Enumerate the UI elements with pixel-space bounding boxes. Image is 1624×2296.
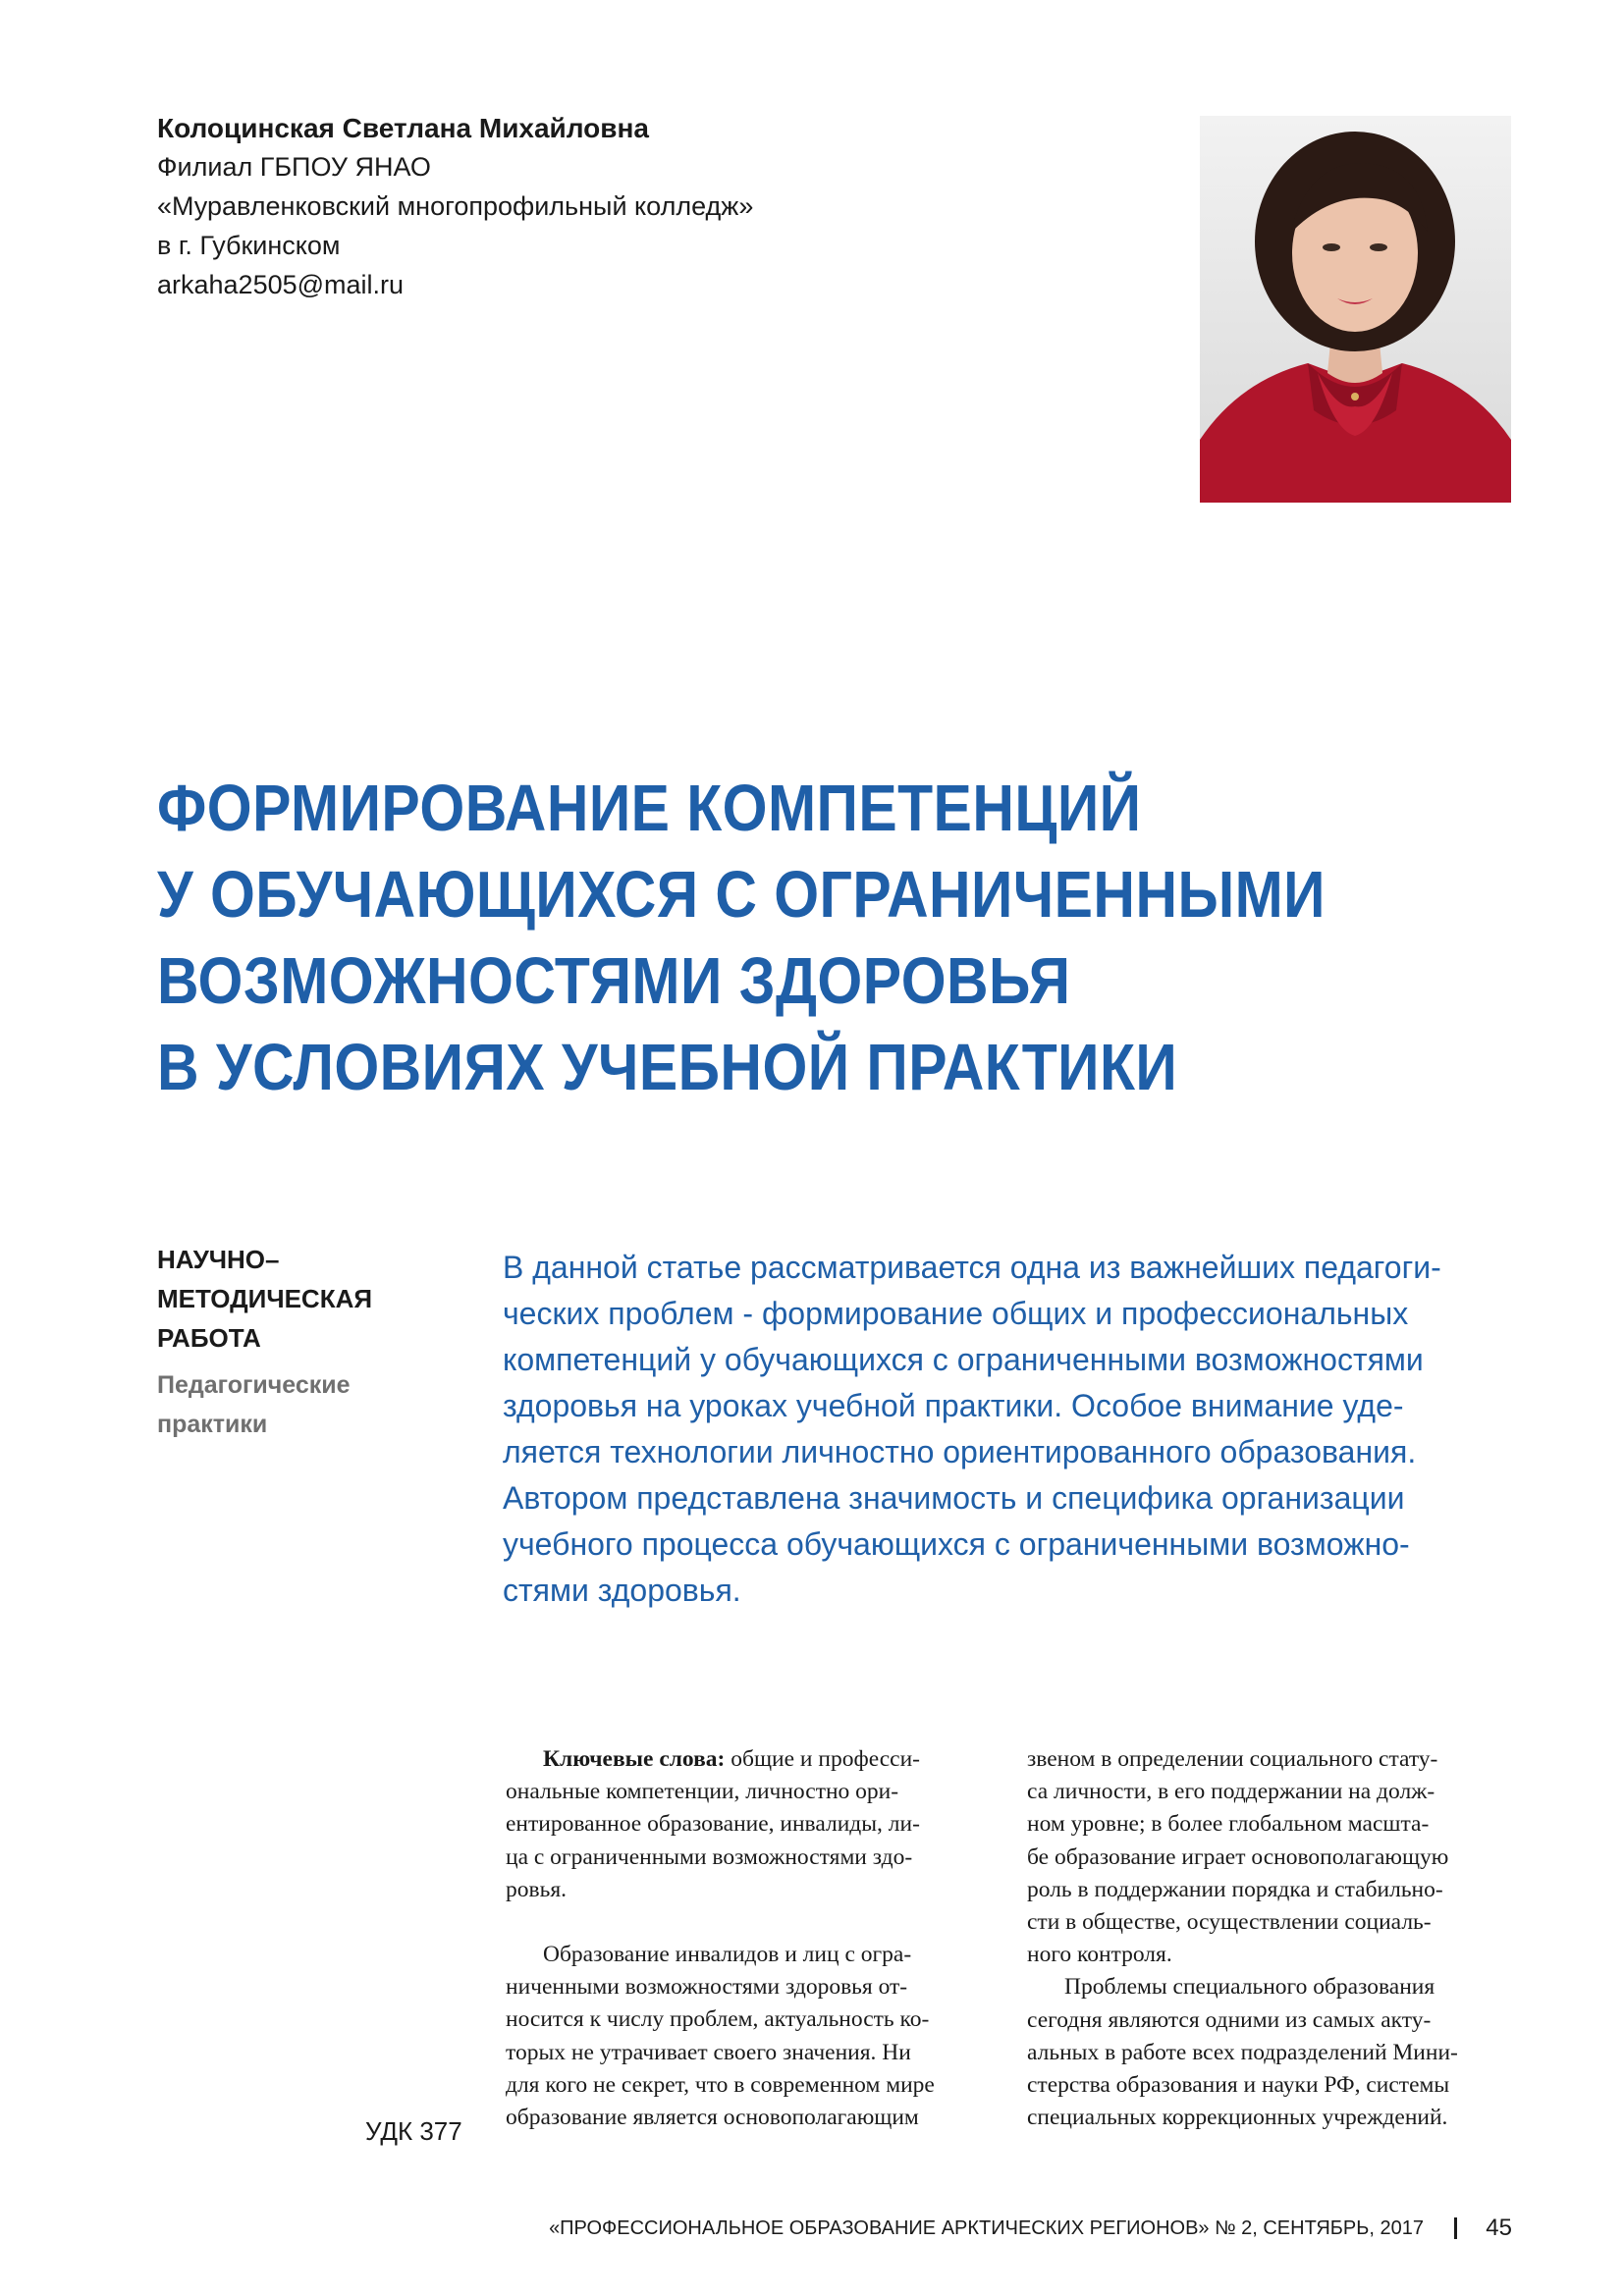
abstract-line: стями здоровья.: [503, 1573, 741, 1608]
body-line: са личности, в его поддержании на долж-: [1027, 1779, 1435, 1805]
body-line: торых не утрачивает своего значения. Ни: [506, 2039, 911, 2065]
abstract: [503, 1245, 1534, 1614]
body-line: ного контроля.: [1027, 1942, 1172, 1968]
rubric-subsection: Педагогические: [157, 1371, 351, 1399]
abstract-line: ческих проблем - формирование общих и профессиональных: [503, 1296, 1409, 1331]
title-line: ФОРМИРОВАНИЕ КОМПЕТЕНЦИЙ: [157, 772, 1142, 845]
body-line: ном уровне; в более глобальном масшта-: [1027, 1811, 1430, 1838]
author-email[interactable]: arkaha2505@mail.ru: [157, 270, 405, 299]
keywords-line: ровья.: [506, 1876, 567, 1902]
body-line: Проблемы специального образования: [1064, 1974, 1435, 2001]
body-column-2: [1027, 1743, 1503, 2134]
author-photo: [1200, 116, 1511, 503]
author-block: [157, 110, 1139, 304]
article-title: [157, 766, 1532, 1111]
body-line: сегодня являются одними из самых акту-: [1027, 2006, 1432, 2033]
footer-divider: [1454, 2217, 1457, 2239]
author-name: Колоцинская Светлана Михайловна: [157, 113, 649, 143]
rubric-section: НАУЧНО–: [157, 1245, 280, 1274]
abstract-line: учебного процесса обучающихся с ограниченными возможно-: [503, 1526, 1410, 1562]
rubric-section: МЕТОДИЧЕСКАЯ: [157, 1284, 373, 1313]
page-number: 45: [1486, 2215, 1512, 2241]
abstract-line: здоровья на уроках учебной практики. Особое внимание уде-: [503, 1388, 1404, 1423]
keywords-line: [506, 1743, 982, 1776]
page-footer: [549, 2214, 1512, 2243]
keywords-line: ональные компетенции, личностно ори-: [506, 1779, 899, 1805]
rubric-subsection: практики: [157, 1411, 268, 1438]
body-line: образование является основополагающим: [506, 2105, 919, 2131]
abstract-line: В данной статье рассматривается одна из важнейших педагоги-: [503, 1250, 1441, 1285]
body-line: специальных коррекционных учреждений.: [1027, 2105, 1448, 2131]
body-line: сти в обществе, осуществлении социаль-: [1027, 1909, 1432, 1936]
body-line: носится к числу проблем, актуальность ко-: [506, 2006, 930, 2033]
udk-code: УДК 377: [365, 2116, 462, 2146]
keywords-line: ентированное образование, инвалиды, ли-: [506, 1811, 920, 1838]
body-line: звеном в определении социального стату-: [1027, 1746, 1438, 1772]
body-line: роль в поддержании порядка и стабильно-: [1027, 1876, 1443, 1902]
body-line: ниченными возможностями здоровья от-: [506, 1974, 908, 2001]
keywords-label: Ключевые слова:: [543, 1746, 726, 1772]
abstract-line: компетенций у обучающихся с ограниченными возможностями: [503, 1342, 1424, 1377]
title-line: У ОБУЧАЮЩИХСЯ С ОГРАНИЧЕННЫМИ: [157, 858, 1326, 932]
body-line: стерства образования и науки РФ, системы: [1027, 2072, 1450, 2099]
abstract-line: Автором представлена значимость и специфика организации: [503, 1480, 1405, 1516]
keywords-line: ца с ограниченными возможностями здо-: [506, 1843, 913, 1870]
author-affiliation-line: «Муравленковский многопрофильный колледж»: [157, 191, 754, 221]
rubric-section: РАБОТА: [157, 1323, 261, 1353]
body-line: альных в работе всех подразделений Мини-: [1027, 2039, 1458, 2065]
author-affiliation-line: Филиал ГБПОУ ЯНАО: [157, 152, 431, 182]
title-line: ВОЗМОЖНОСТЯМИ ЗДОРОВЬЯ: [157, 944, 1071, 1018]
journal-title: «ПРОФЕССИОНАЛЬНОЕ ОБРАЗОВАНИЕ АРКТИЧЕСКИХ РЕГИОНОВ» № 2, СЕНТЯБРЬ, 2017: [549, 2217, 1424, 2239]
body-line: Образование инвалидов и лиц с огра-: [543, 1942, 912, 1968]
body-column-1: [506, 1743, 982, 2134]
body-line: бе образование играет основополагающую: [1027, 1843, 1449, 1870]
keywords-text: общие и професси-: [725, 1746, 920, 1772]
abstract-line: ляется технологии личностно ориентированного образования.: [503, 1434, 1417, 1469]
author-city-line: в г. Губкинском: [157, 231, 341, 260]
rubric-block: [157, 1240, 393, 1444]
title-line: В УСЛОВИЯХ УЧЕБНОЙ ПРАКТИКИ: [157, 1031, 1178, 1104]
author-photo-image: [1200, 116, 1511, 503]
body-line: для кого не секрет, что в современном мире: [506, 2071, 935, 2098]
